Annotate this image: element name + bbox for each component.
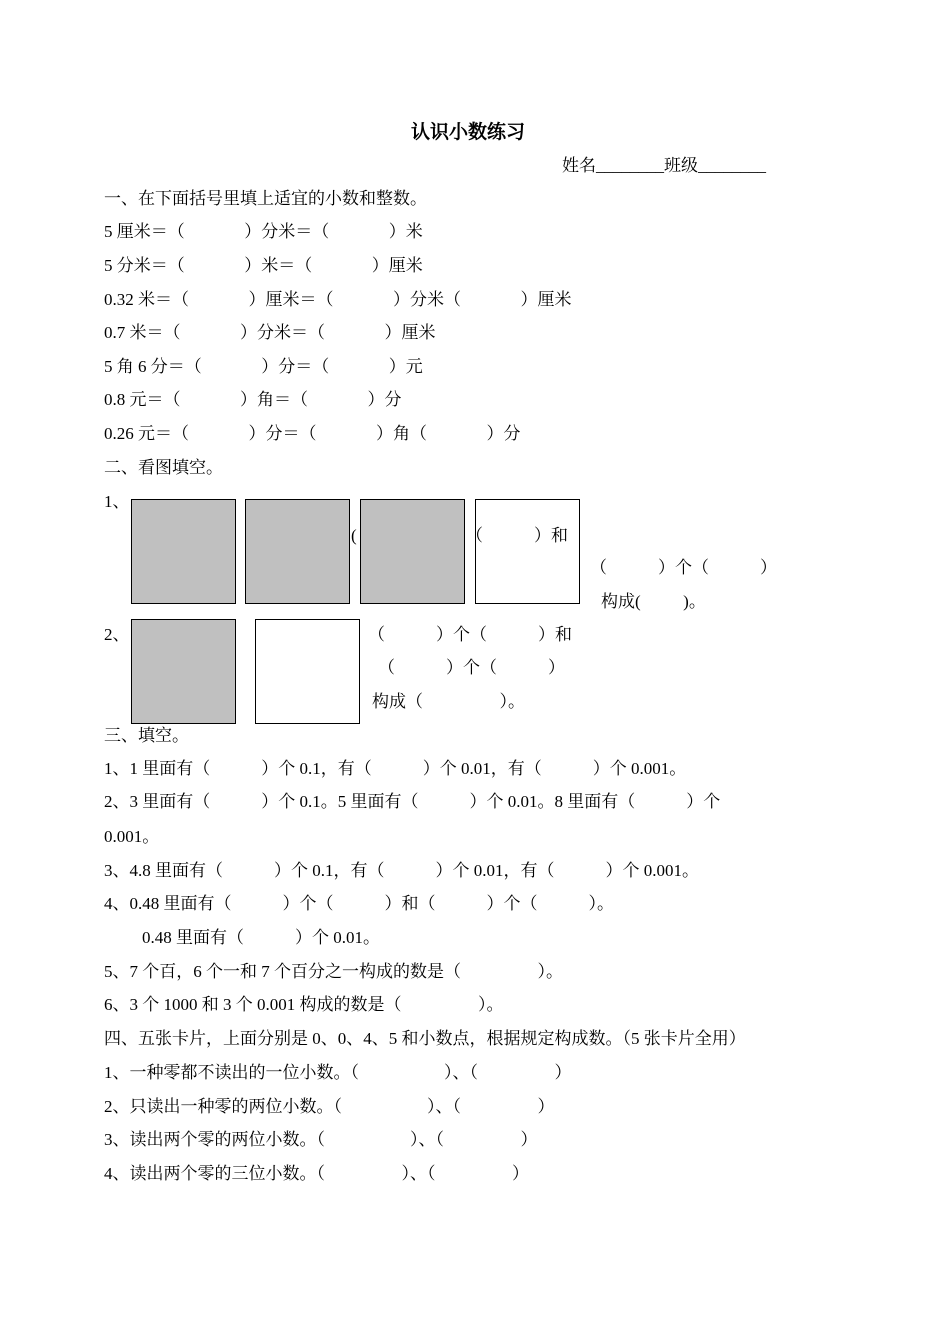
section2-q1-line-2: （ ）个（ ） xyxy=(590,558,777,577)
section3-line-1: 1、1 里面有（ ）个 0.1，有（ ）个 0.01，有（ ）个 0.001。 xyxy=(104,759,687,778)
section1-line-6: 0.8 元＝（ ）角＝（ ）分 xyxy=(104,390,402,409)
page-title: 认识小数练习 xyxy=(411,121,526,143)
paren-fragment: ( xyxy=(351,526,357,545)
section2-q2-line-3: 构成（ ）。 xyxy=(372,692,525,711)
section1-line-5: 5 角 6 分＝（ ）分＝（ ）元 xyxy=(104,357,423,376)
section4-heading: 四、五张卡片，上面分别是 0、0、4、5 和小数点，根据规定构成数。（5 张卡片全用） xyxy=(104,1029,746,1048)
section3-line-6: 6、3 个 1000 和 3 个 0.001 构成的数是（ ）。 xyxy=(104,995,504,1014)
name-class-line: 姓名________班级________ xyxy=(562,156,766,175)
shaded-square xyxy=(245,499,350,604)
section2-q2-line-1: （ ）个（ ）和 xyxy=(368,625,572,644)
shaded-square xyxy=(131,499,236,604)
section3-heading: 三、填空。 xyxy=(104,726,189,745)
section2-q1-line-1: （ ）和 xyxy=(466,526,568,545)
section2-q1-line-3: 构成( )。 xyxy=(601,592,706,611)
shaded-square xyxy=(131,619,236,724)
section4-line-2: 2、只读出一种零的两位小数。（ ）、（ ） xyxy=(104,1097,555,1116)
section1-line-1: 5 厘米＝（ ）分米＝（ ）米 xyxy=(104,222,423,241)
section1-line-4: 0.7 米＝（ ）分米＝（ ）厘米 xyxy=(104,323,436,342)
section2-heading: 二、看图填空。 xyxy=(104,458,223,477)
section3-line-4: 4、0.48 里面有（ ）个（ ）和（ ）个（ ）。 xyxy=(104,894,614,913)
section3-line-2-cont: 0.001。 xyxy=(104,827,160,846)
section4-line-3: 3、读出两个零的两位小数。（ ）、（ ） xyxy=(104,1130,538,1149)
blank-square xyxy=(255,619,360,724)
section1-heading: 一、在下面括号里填上适宜的小数和整数。 xyxy=(104,189,427,208)
blank-square xyxy=(475,499,580,604)
section3-line-3: 3、4.8 里面有（ ）个 0.1，有（ ）个 0.01，有（ ）个 0.001。 xyxy=(104,861,699,880)
shaded-square xyxy=(360,499,465,604)
section1-line-2: 5 分米＝（ ）米＝（ ）厘米 xyxy=(104,256,423,275)
section1-line-7: 0.26 元＝（ ）分＝（ ）角（ ）分 xyxy=(104,424,521,443)
section4-line-1: 1、一种零都不读出的一位小数。（ ）、（ ） xyxy=(104,1063,572,1082)
section2-q2-line-2: （ ）个（ ） xyxy=(378,658,565,677)
section3-line-2: 2、3 里面有（ ）个 0.1。5 里面有（ ）个 0.01。8 里面有（ ）个 xyxy=(104,792,721,811)
section4-line-4: 4、读出两个零的三位小数。（ ）、（ ） xyxy=(104,1164,529,1183)
section3-line-4-sub: 0.48 里面有（ ）个 0.01。 xyxy=(142,928,380,947)
section2-q2-number: 2、 xyxy=(104,625,130,644)
section2-q1-number: 1、 xyxy=(104,492,130,511)
section1-line-3: 0.32 米＝（ ）厘米＝（ ）分米（ ）厘米 xyxy=(104,290,572,309)
section3-line-5: 5、7 个百，6 个一和 7 个百分之一构成的数是（ ）。 xyxy=(104,962,563,981)
